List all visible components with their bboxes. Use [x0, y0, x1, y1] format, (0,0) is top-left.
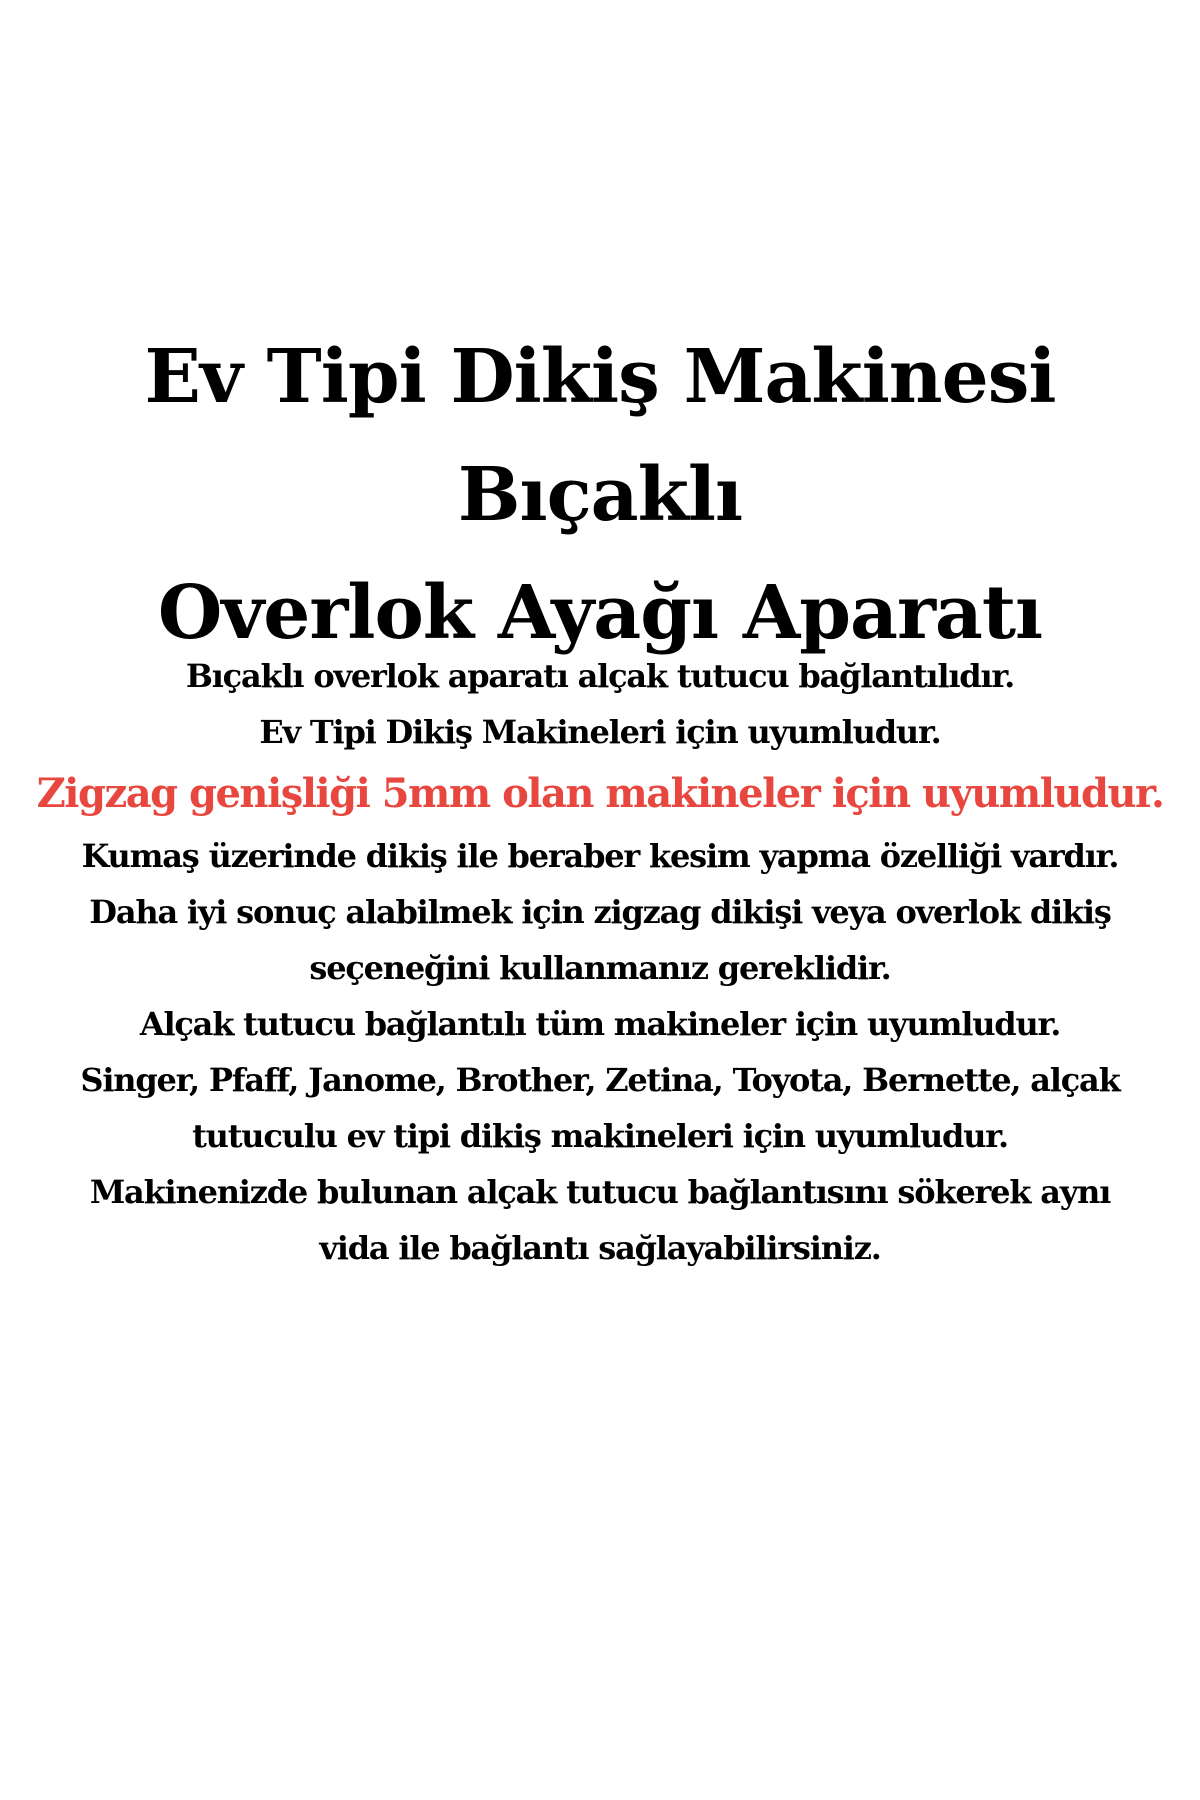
- title-line-2: Overlok Ayağı Aparatı: [157, 570, 1043, 656]
- description-line-6: seçeneğini kullanmanız gereklidir.: [309, 949, 891, 987]
- description-line-8: Singer, Pfaff, Janome, Brother, Zetina, Toyota, Bernette, alçak: [80, 1061, 1120, 1099]
- title-line-1: Ev Tipi Dikiş Makinesi Bıçaklı: [144, 334, 1056, 538]
- description-line-5: Daha iyi sonuç alabilmek için zigzag dikişi veya overlok dikiş: [89, 893, 1111, 931]
- highlight-compatibility-note: Zigzag genişliği 5mm olan makineler için uyumludur.: [36, 770, 1164, 817]
- description-line-7: Alçak tutucu bağlantılı tüm makineler için uyumludur.: [139, 1005, 1061, 1043]
- description-line-9: tutuculu ev tipi dikiş makineleri için uyumludur.: [192, 1117, 1008, 1155]
- description-line-10: Makinenizde bulunan alçak tutucu bağlantısını sökerek aynı: [89, 1173, 1111, 1211]
- description-line-2: Ev Tipi Dikiş Makineleri için uyumludur.: [259, 713, 941, 751]
- product-description: [0, 648, 1200, 1276]
- product-title: [0, 318, 1200, 672]
- description-line-1: Bıçaklı overlok aparatı alçak tutucu bağlantılıdır.: [185, 657, 1015, 695]
- description-line-4: Kumaş üzerinde dikiş ile beraber kesim yapma özelliği vardır.: [81, 837, 1119, 875]
- description-line-11: vida ile bağlantı sağlayabilirsiniz.: [319, 1229, 881, 1267]
